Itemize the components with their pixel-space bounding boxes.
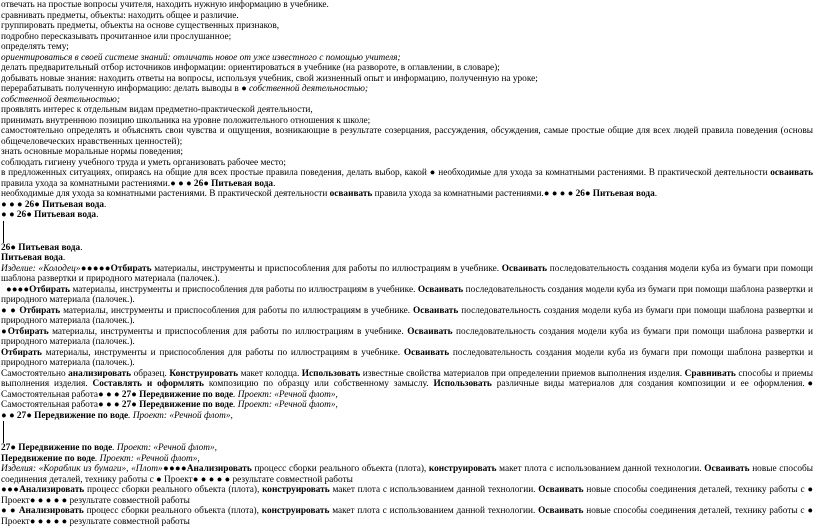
bullet-icon: ● bbox=[168, 464, 175, 474]
bullet-icon: ● bbox=[807, 485, 813, 495]
bullet-icon: ● bbox=[162, 464, 169, 474]
bullet-icon: ● bbox=[105, 389, 112, 400]
bullet-icon: ● bbox=[429, 168, 436, 178]
line-8: добывать новые знания: находить ответы на вопросы, используя учебник, свой жизненный опыт и информацию, полученную на уроке; bbox=[1, 73, 538, 84]
line-11: проявлять интерес к отдельным видам предметно-практической деятельности, bbox=[1, 105, 313, 115]
bullet-icon: ● bbox=[45, 516, 52, 527]
line-17: необходимые для ухода за комнатными растениями. В практической деятельности осваивать правила ухода за комнатными растениями.● ● ● ● 26● Питьевая вода. bbox=[1, 189, 658, 199]
bullet-icon: ● bbox=[113, 389, 120, 400]
line-24: ● ● Отбирать материалы, инструменты и приспособления для работы по иллюстрациям в учебнике. Осваивать последовательность создания модели куба из бумаги при помощи шаблона развертки и природного материала (палочек.). bbox=[1, 305, 813, 326]
bullet-icon: ● bbox=[29, 516, 36, 527]
bullet-icon: ● bbox=[156, 474, 162, 485]
bullet-icon: ● bbox=[16, 199, 23, 210]
document-body bbox=[1, 0, 813, 527]
line-9: перерабатывать полученную информацию: делать выводы в ● собственной деятельностью; bbox=[1, 84, 368, 94]
bullet-icon: ● bbox=[1, 199, 7, 210]
line-18: ● ● ● 26● Питьевая вода. bbox=[1, 199, 107, 210]
bullet-icon: ● bbox=[7, 485, 14, 495]
bullet-icon: ● bbox=[104, 263, 111, 274]
bullet-icon: ● bbox=[1, 485, 8, 495]
line-28: Самостоятельная работа● ● ● 27● Передвижение по воде. Проект: «Речной флот», bbox=[1, 400, 338, 410]
bullet-icon: ● bbox=[34, 199, 40, 210]
line-13: самостоятельно определять и объяснять свои чувства и ощущения, возникающие в результате созерцания, рассуждения, обсуждения, самые простые общие для всех людей правила поведения (основы общечеловеческих нравственных ценностей); bbox=[1, 126, 813, 147]
bullet-icon: ● bbox=[11, 284, 18, 295]
bullet-icon: ● bbox=[185, 178, 192, 189]
line-7: делать предварительный отбор источников информации: ориентироваться в учебнике (на развороте, в оглавлении, в словаре); bbox=[1, 63, 500, 73]
bullet-icon: ● bbox=[567, 189, 574, 199]
bullet-icon: ● bbox=[1, 210, 7, 220]
bullet-icon: ● bbox=[61, 495, 68, 506]
bullet-icon: ● bbox=[86, 263, 93, 274]
bullet-icon: ● bbox=[80, 263, 87, 274]
bullet-icon: ● bbox=[543, 189, 550, 199]
bullet-icon: ● bbox=[131, 400, 137, 410]
bullet-icon: ● bbox=[53, 495, 60, 506]
bullet-icon: ● bbox=[45, 495, 52, 506]
bullet-icon: ● bbox=[8, 410, 15, 421]
line-23: ●●●●Отбирать материалы, инструменты и приспособления для работы по иллюстрациям в учебнике. Осваивать последовательность создания модели куба из бумаги при помощи шаблона развертки и природного материала (палочек.). bbox=[1, 284, 813, 305]
line-10: собственной деятельностью; bbox=[1, 94, 120, 105]
line-32: Изделия: «Кораблик из бумаги», «Плот»●●●●Анализировать процесс сборки реального объекта (плота), конструировать макет плота с использованием данной технологии. Осваивать новые способы соединения деталей, технику работы с ● Проект● ● ● ● ● результате совместной работы bbox=[1, 464, 813, 485]
line-31: Передвижение по воде. Проект: «Речной флот», bbox=[1, 453, 200, 464]
bullet-icon: ● bbox=[192, 474, 199, 485]
line-33: ●●●Анализировать процесс сборки реального объекта (плота), конструировать макет плота с использованием данной технологии. Осваивать новые способы соединения деталей, технику работы с ● Проект● ● ● ● ● результате совместной работы bbox=[1, 485, 813, 506]
text-cursor-bar bbox=[3, 221, 813, 243]
bullet-icon: ● bbox=[10, 443, 16, 453]
bullet-icon: ● bbox=[113, 400, 120, 410]
line-14: знать основные моральные нормы поведения; bbox=[1, 147, 184, 157]
line-19: ● ● 26● Питьевая вода. bbox=[1, 210, 99, 220]
bullet-icon: ● bbox=[61, 516, 68, 527]
bullet-icon: ● bbox=[174, 464, 181, 474]
line-30: 27● Передвижение по воде. Проект: «Речной флот», bbox=[1, 443, 217, 453]
line-25: ●Отбирать материалы, инструменты и приспособления для работы по иллюстрациям в учебнике. Осваивать последовательность создания модели куба из бумаги при помощи шаблона развертки и природного материала (палочек.). bbox=[1, 326, 813, 347]
bullet-icon: ● bbox=[241, 84, 247, 94]
bullet-icon: ● bbox=[807, 506, 813, 516]
line-22: Изделие: «Колодец»●●●●●Отбирать материалы, инструменты и приспособления для работы по иллюстрациям в учебнике. Осваивать последовательность создания модели куба из бумаги при помощи шаблона развертки и природного материала (палочек.). bbox=[1, 263, 813, 284]
bullet-icon: ● bbox=[200, 474, 207, 485]
bullet-icon: ● bbox=[29, 495, 36, 506]
bullet-icon: ● bbox=[203, 178, 209, 189]
bullet-icon: ● bbox=[180, 464, 187, 474]
line-6: ориентироваться в своей системе знаний: отличать новое от уже известного с помощью учителя; bbox=[1, 52, 401, 63]
bullet-icon: ● bbox=[224, 474, 231, 485]
bullet-icon: ● bbox=[37, 516, 44, 527]
line-12: принимать внутреннюю позицию школьника на уровне положительного отношения к школе; bbox=[1, 115, 371, 126]
line-5: определять тему; bbox=[1, 42, 69, 52]
bullet-icon: ● bbox=[10, 242, 16, 253]
line-4: подробно пересказывать прочитанное или прослушанное; bbox=[1, 31, 232, 42]
bullet-icon: ● bbox=[26, 210, 32, 220]
line-2: сравнивать предметы, объекты: находить общее и различие. bbox=[1, 10, 239, 21]
bullet-icon: ● bbox=[98, 389, 104, 400]
bullet-icon: ● bbox=[178, 178, 184, 189]
line-16: в предложенных ситуациях, опираясь на общие для всех простые правила поведения, делать выбор, какой ● необходимые для ухода за комнатными растениями. В практической деятельности осваивать правила ухода за комнатными растениями.● ● ● 26● Питьевая вода. bbox=[1, 168, 813, 189]
bullet-icon: ● bbox=[8, 199, 15, 210]
bullet-icon: ● bbox=[131, 389, 137, 400]
line-1: отвечать на простые вопросы учителя, находить нужную информацию в учебнике. bbox=[1, 0, 329, 10]
bullet-icon: ● bbox=[5, 284, 12, 295]
line-29: ● ● 27● Передвижение по воде. Проект: «Речной флот», bbox=[1, 410, 233, 421]
bullet-icon: ● bbox=[17, 284, 24, 295]
bullet-icon: ● bbox=[551, 189, 558, 199]
bullet-icon: ● bbox=[92, 263, 99, 274]
line-3: группировать предметы, объекты на основе существенных признаков, bbox=[1, 21, 280, 31]
line-26: Отбирать материалы, инструменты и приспособления для работы по иллюстрациям в учебнике. Осваивать последовательность создания модели куба из бумаги при помощи шаблона развертки и природного материала (палочек.). bbox=[1, 347, 813, 368]
line-27: Самостоятельно анализировать образец. Конструировать макет колодца. Использовать известные свойства материалов при определении приемов выполнения изделия. Сравнивать способы и приемы выполнения изделия. Составлять и оформлять композицию по образцу или собственному замыслу. Использовать различные виды материалов для создания композиции и ее оформления.● Самостоятельная работа● ● ● 27● Передвижение по воде. Проект: «Речной флот», bbox=[1, 368, 814, 400]
bullet-icon: ● bbox=[8, 210, 15, 220]
bullet-icon: ● bbox=[1, 506, 8, 516]
bullet-icon: ● bbox=[98, 400, 104, 410]
bullet-icon: ● bbox=[105, 400, 112, 410]
bullet-icon: ● bbox=[170, 178, 176, 189]
bullet-icon: ● bbox=[1, 305, 8, 316]
line-20: 26● Питьевая вода. bbox=[1, 242, 83, 253]
bullet-icon: ● bbox=[98, 263, 105, 274]
bullet-icon: ● bbox=[26, 410, 32, 421]
bullet-icon: ● bbox=[23, 284, 30, 295]
bullet-icon: ● bbox=[9, 506, 16, 516]
bullet-icon: ● bbox=[804, 379, 813, 389]
bullet-icon: ● bbox=[13, 485, 20, 495]
bullet-icon: ● bbox=[216, 474, 223, 485]
bullet-icon: ● bbox=[1, 326, 8, 337]
bullet-icon: ● bbox=[37, 495, 44, 506]
bullet-icon: ● bbox=[53, 516, 60, 527]
bullet-icon: ● bbox=[1, 410, 7, 421]
bullet-icon: ● bbox=[584, 189, 591, 199]
line-15: соблюдать гигиену учебного труда и уметь организовать рабочее место; bbox=[1, 157, 286, 168]
line-34: ● ● Анализировать процесс сборки реального объекта (плота), конструировать макет плота с использованием данной технологии. Осваивать новые способы соединения деталей, технику работы с ● Проект● ● ● ● ● результате совместной работы bbox=[1, 506, 813, 527]
bullet-icon: ● bbox=[208, 474, 215, 485]
bullet-icon: ● bbox=[10, 305, 17, 316]
text-cursor-bar bbox=[3, 421, 813, 443]
bullet-icon: ● bbox=[559, 189, 566, 199]
line-21: Питьевая вода. bbox=[1, 253, 66, 263]
